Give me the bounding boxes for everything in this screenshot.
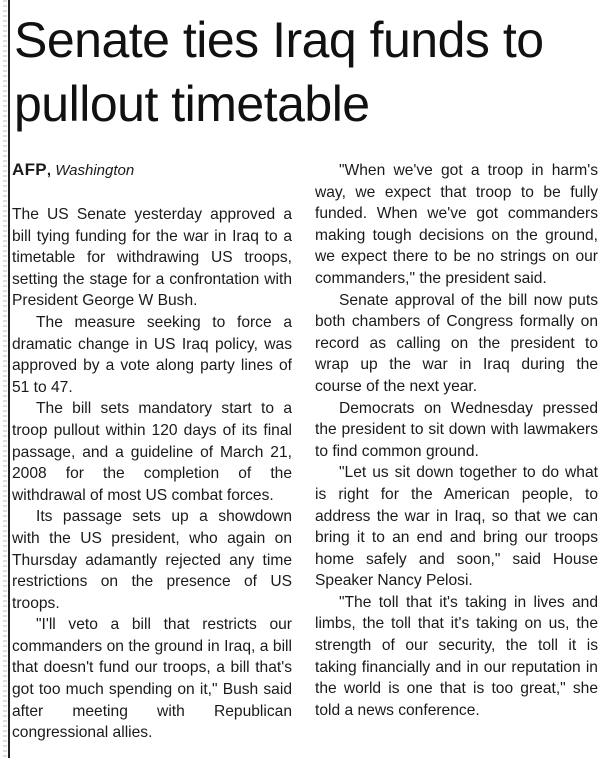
paragraph: "When we've got a troop in harm's way, we expect that troop to be fully funded. When we've got commanders making tough decisions on the ground, we expect there to be no strings on our commanders," the president said.: [315, 162, 598, 287]
byline-separator: ,: [46, 162, 52, 179]
paragraph: The bill sets mandatory start to a troop pullout within 120 days of its final passage, and a guideline of March 21, 2008 for the completion of the withdrawal of most US combat forces.: [12, 400, 292, 504]
paragraph: Senate approval of the bill now puts both chambers of Congress formally on record as calling on the president to wrap up the war in Iraq during the course of the next year.: [315, 291, 598, 395]
article-body: [12, 160, 598, 744]
paragraph: "The toll that it's taking in lives and limbs, the toll that it's taking on us, the strength of our security, the toll it is taking financially and in our reputation in the world is one that is too great," she told a news conference.: [315, 593, 598, 719]
paragraph: Democrats on Wednesday pressed the president to sit down with lawmakers to find common ground.: [315, 399, 598, 460]
paragraph: "I'll veto a bill that restricts our commanders on the ground in Iraq, a bill that doesn't fund our troops, a bill that's got too much spending on it," Bush said after meeting with Republican congressional allies.: [12, 616, 292, 742]
byline: [12, 160, 292, 181]
byline-agency: AFP: [12, 160, 47, 179]
left-column: [12, 160, 292, 744]
paragraph: "Let us sit down together to do what is right for the American people, to address the war in Iraq, so that we can bring it to an end and bring our troops home safely and soon," said House Speaker Nancy Pelosi.: [315, 464, 598, 590]
paragraph: Its passage sets up a showdown with the US president, who again on Thursday adamantly rejected any time restrictions on the presence of US troops.: [12, 508, 292, 612]
paragraph: The measure seeking to force a dramatic change in US Iraq policy, was approved by a vote along party lines of 51 to 47.: [12, 313, 292, 396]
paragraph: The US Senate yesterday approved a bill tying funding for the war in Iraq to a timetable for withdrawing US troops, setting the stage for a confrontation with President George W Bush.: [12, 206, 292, 310]
headline: Senate ties Iraq funds to pullout timetable: [14, 12, 544, 132]
byline-location: Washington: [55, 162, 135, 179]
right-column: [315, 160, 598, 744]
